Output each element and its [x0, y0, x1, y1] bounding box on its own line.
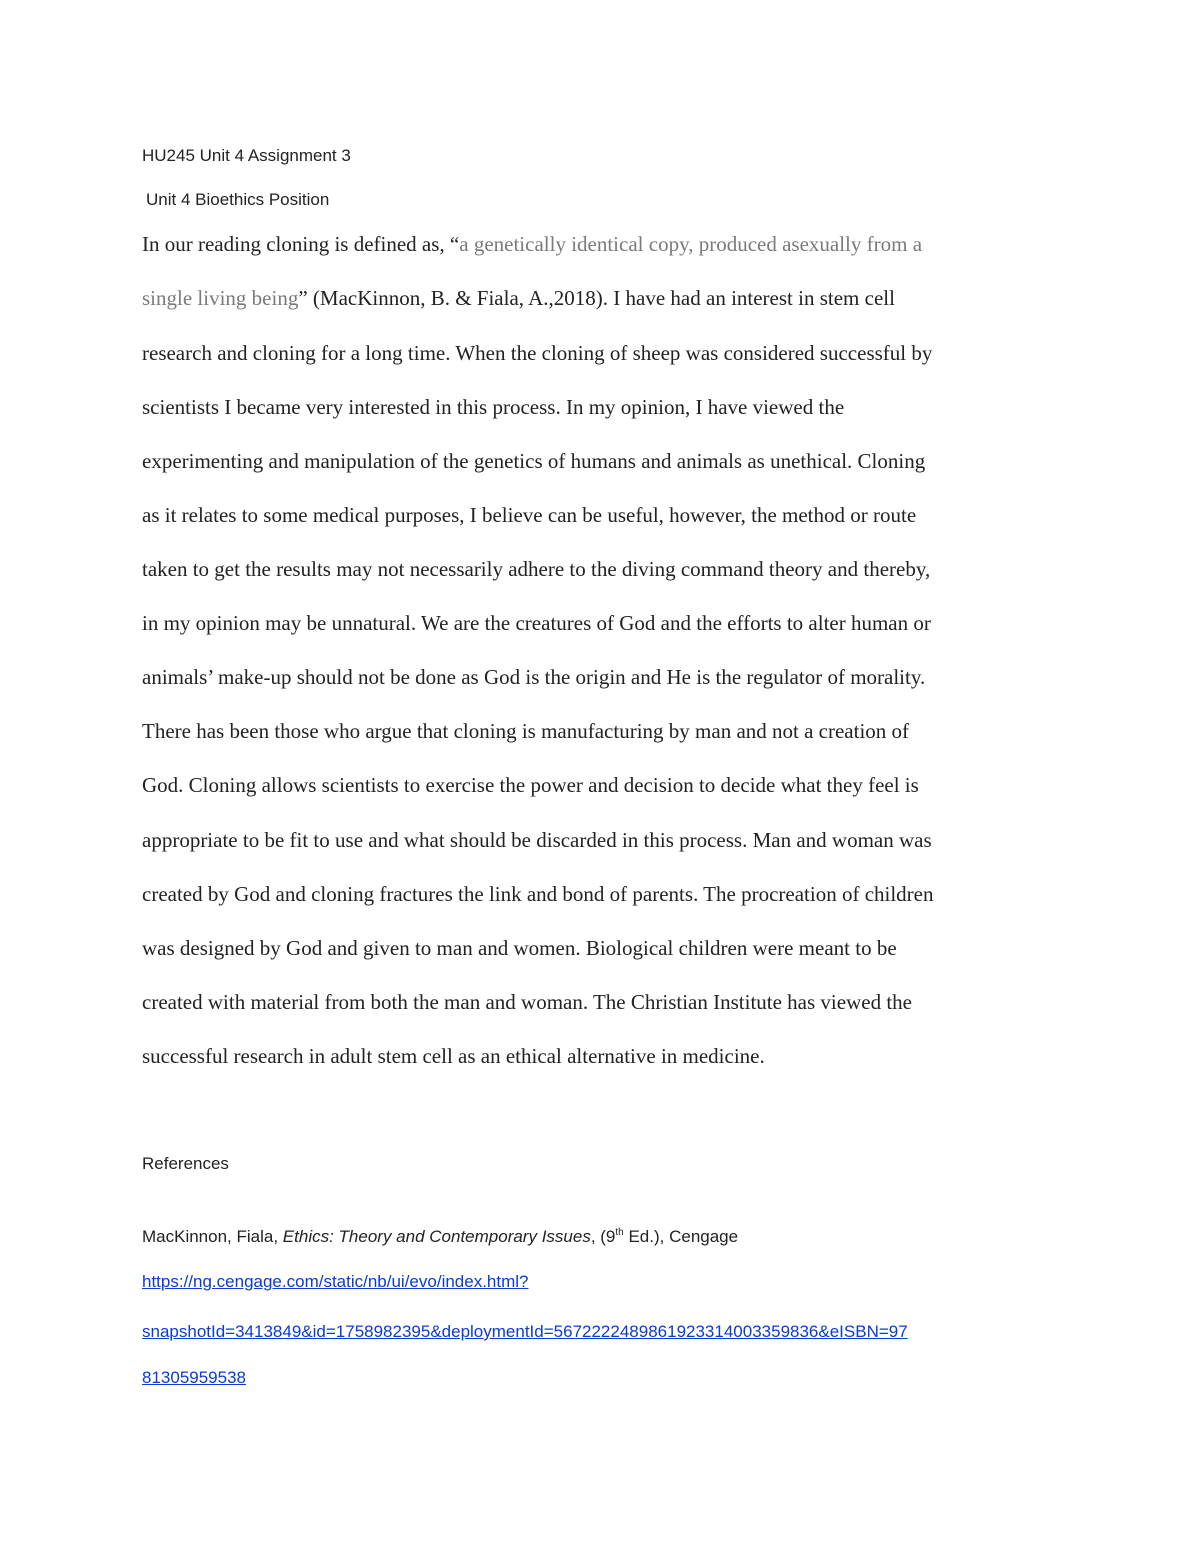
body-line-14: was designed by God and given to man and women. Biological children were meant to be	[142, 936, 897, 960]
body-line-10: There has been those who argue that cloning is manufacturing by man and not a creation of	[142, 719, 910, 743]
assignment-title: HU245 Unit 4 Assignment 3	[142, 146, 351, 165]
body-line-11: God. Cloning allows scientists to exercise the power and decision to decide what they feel is	[142, 773, 919, 797]
reference-edition-pre: , (9	[590, 1227, 616, 1246]
body-line-1	[142, 232, 922, 256]
body-line-15: created with material from both the man and woman. The Christian Institute has viewed the	[142, 990, 912, 1014]
body-line-2	[142, 286, 895, 310]
reference-link-line-2[interactable]: snapshotId=3413849&id=1758982395&deploymentId=5672222489861923314003359836&eISBN=97	[142, 1322, 908, 1341]
reference-book-title: Ethics: Theory and Contemporary Issues	[282, 1227, 591, 1246]
reference-authors: MacKinnon, Fiala,	[142, 1227, 283, 1246]
body-line-16: successful research in adult stem cell as an ethical alternative in medicine.	[142, 1044, 765, 1068]
reference-link-line-1[interactable]: https://ng.cengage.com/static/nb/ui/evo/index.html?	[142, 1272, 529, 1291]
reference-edition-sup: th	[615, 1227, 624, 1238]
reference-link-line-3[interactable]: 81305959538	[142, 1368, 247, 1387]
body-line-7: taken to get the results may not necessarily adhere to the diving command theory and thereby,	[142, 557, 931, 581]
body-line-13: created by God and cloning fractures the link and bond of parents. The procreation of children	[142, 882, 934, 906]
body-line-4: scientists I became very interested in this process. In my opinion, I have viewed the	[142, 395, 845, 419]
body-line-12: appropriate to be fit to use and what should be discarded in this process. Man and woman was	[142, 828, 932, 852]
body-line-2-quote: single living being	[142, 286, 299, 310]
assignment-subtitle: Unit 4 Bioethics Position	[146, 190, 330, 209]
body-line-1-quote: a genetically identical copy, produced asexually from a	[459, 232, 923, 256]
references-heading: References	[142, 1154, 229, 1173]
reference-entry	[142, 1227, 738, 1247]
body-line-1-pre: In our reading cloning is defined as, “	[142, 232, 460, 256]
body-line-9: animals’ make-up should not be done as God is the origin and He is the regulator of morality.	[142, 665, 926, 689]
body-line-3: research and cloning for a long time. When the cloning of sheep was considered successful by	[142, 341, 933, 365]
body-line-5: experimenting and manipulation of the genetics of humans and animals as unethical. Cloning	[142, 449, 926, 473]
body-line-8: in my opinion may be unnatural. We are the creatures of God and the efforts to alter human or	[142, 611, 931, 635]
body-line-2-post: ” (MacKinnon, B. & Fiala, A.,2018). I have had an interest in stem cell	[298, 286, 895, 310]
reference-edition-post: Ed.), Cengage	[623, 1227, 739, 1246]
body-line-6: as it relates to some medical purposes, I believe can be useful, however, the method or route	[142, 503, 917, 527]
